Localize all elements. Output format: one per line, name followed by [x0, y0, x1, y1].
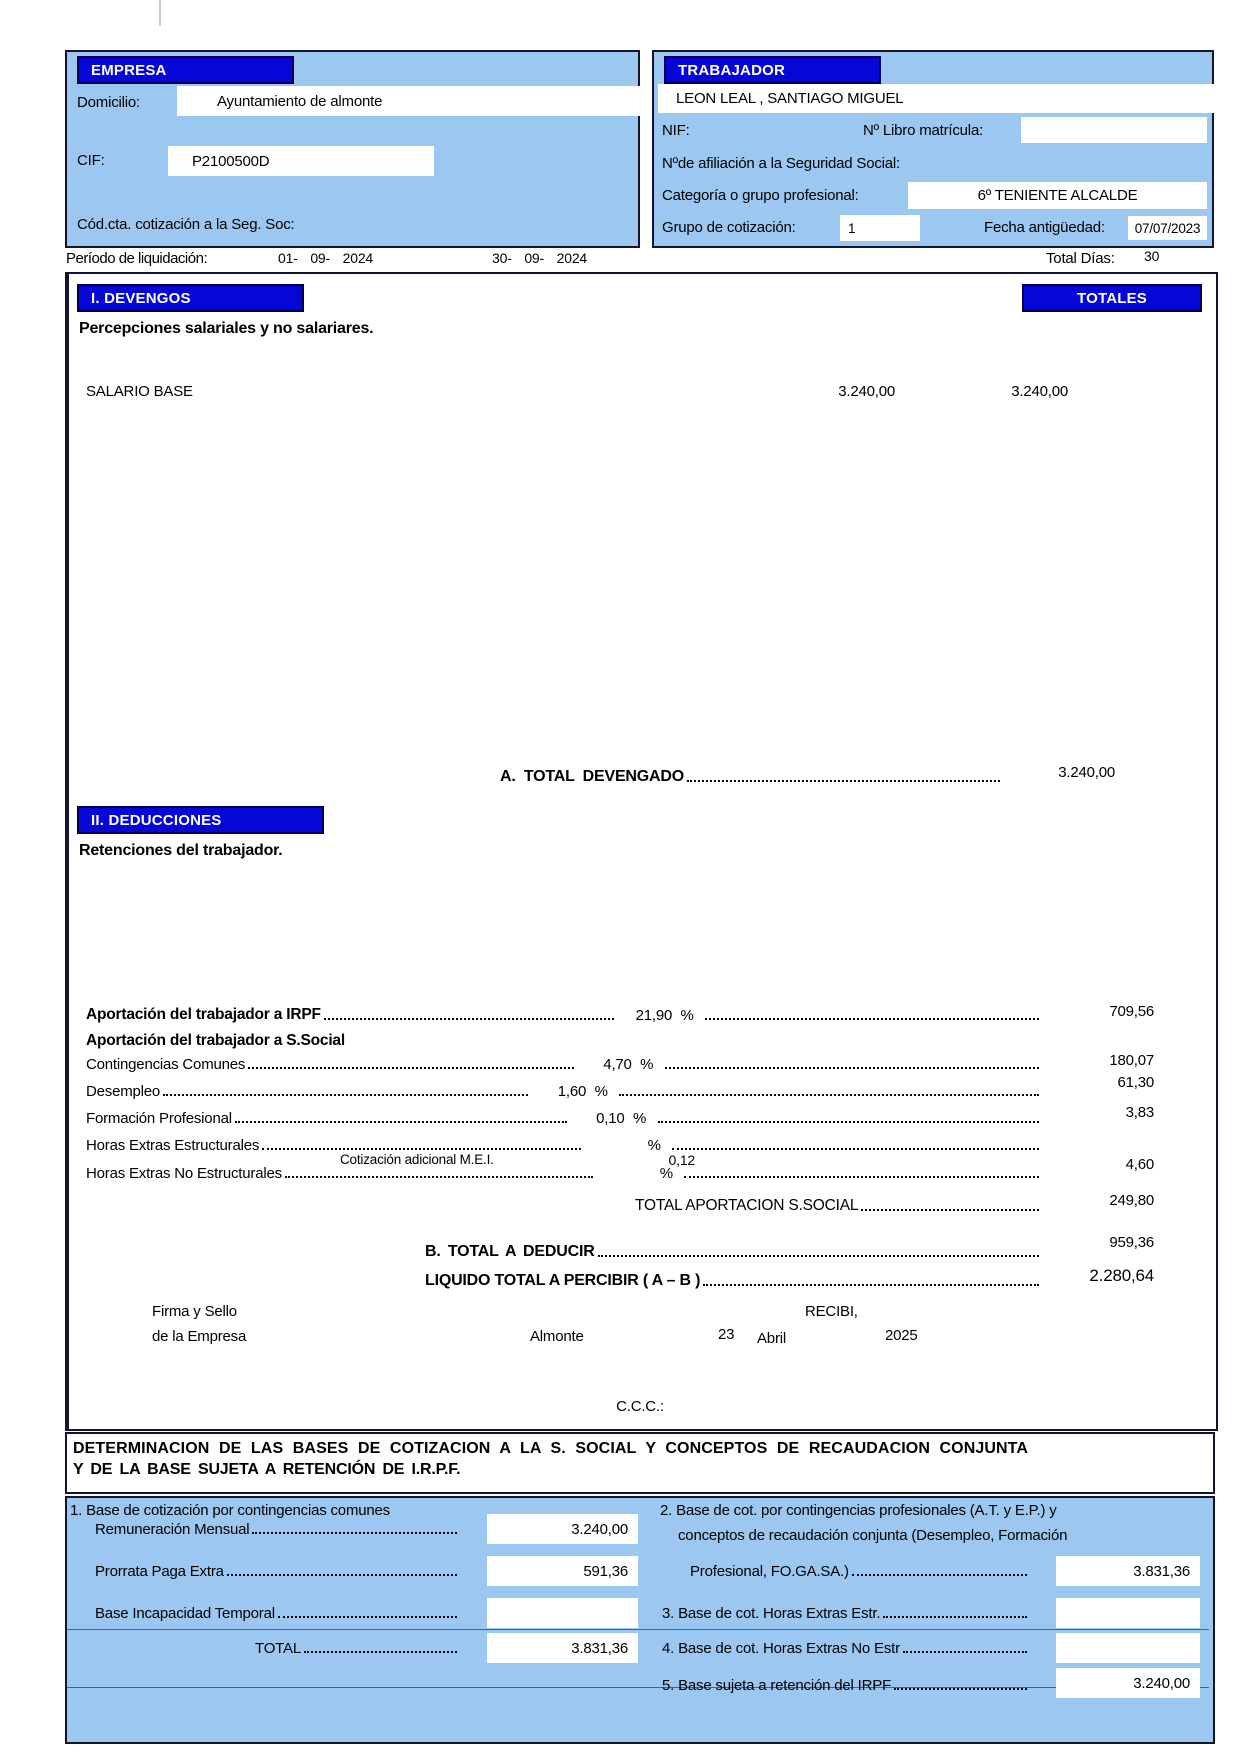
ss-subheader: Aportación del trabajador a S.Social [86, 1032, 345, 1049]
deduccion-importe: 3,83 [1125, 1104, 1154, 1121]
empresa-ccc-label: Cód.cta. cotización a la Seg. Soc: [77, 216, 295, 233]
deduccion-importe: 180,07 [1109, 1052, 1154, 1069]
dot-leader [619, 1093, 1039, 1096]
deduccion-row [86, 1052, 1154, 1073]
total-deducir-value: 959,36 [1109, 1234, 1154, 1251]
prorrata-row [95, 1563, 460, 1580]
dot-leader [278, 1615, 457, 1618]
dot-leader [705, 1017, 1039, 1020]
deduccion-row [86, 1104, 1154, 1127]
cif-value: P2100500D [192, 152, 270, 170]
firma-dia: 23 [718, 1326, 735, 1343]
deducciones-header-label: II. DEDUCCIONES [91, 811, 222, 829]
nombre-value: LEON LEAL , SANTIAGO MIGUEL [676, 90, 904, 107]
dot-leader [163, 1093, 528, 1096]
deduccion-label: Horas Extras Estructurales [86, 1137, 260, 1154]
dot-leader [665, 1066, 1039, 1069]
dot-leader [852, 1573, 1027, 1576]
dot-leader [883, 1615, 1027, 1618]
base3-row [662, 1605, 1030, 1622]
dot-leader [861, 1208, 1039, 1211]
deduccion-label: Contingencias Comunes [86, 1056, 246, 1073]
firma-anio: 2025 [885, 1327, 918, 1344]
total-ss-row [635, 1192, 1154, 1215]
irpf-importe: 709,56 [1109, 1003, 1154, 1020]
prorrata-field [487, 1556, 638, 1586]
domicilio-field [177, 86, 674, 116]
devengos-header-label: I. DEVENGOS [91, 289, 191, 307]
base2-value: 3.831,36 [1133, 1562, 1190, 1580]
periodo-hasta: 30- 09- 2024 [492, 250, 587, 266]
percent-sign: % [659, 1165, 673, 1182]
categoria-field [908, 182, 1207, 209]
dot-leader [248, 1066, 573, 1069]
deducciones-subtitle: Retenciones del trabajador. [79, 842, 283, 859]
base2-field [1056, 1556, 1200, 1586]
percent-sign: % [647, 1137, 661, 1154]
devengos-subtitle: Percepciones salariales y no salariares. [79, 320, 374, 337]
afiliacion-label: Nºde afiliación a la Seguridad Social: [662, 155, 901, 172]
firma-mes: Abril [757, 1330, 787, 1347]
dot-leader [262, 1147, 581, 1150]
antiguedad-field [1128, 216, 1207, 240]
base5-value: 3.240,00 [1133, 1674, 1190, 1692]
percent-sign: % [680, 1007, 694, 1024]
irpf-label: Aportación del trabajador a IRPF [86, 1006, 321, 1023]
firma-line1: Firma y Sello [152, 1303, 237, 1320]
percent-sign: % [640, 1056, 654, 1073]
mei-pct: 0,12 [668, 1152, 695, 1168]
base3-field [1056, 1598, 1200, 1628]
devengo-cantidad: 3.240,00 [838, 383, 895, 400]
bases-title-line1: DETERMINACION DE LAS BASES DE COTIZACION A LA S. SOCIAL Y CONCEPTOS DE RECAUDACION CONJUNTA [73, 1440, 1029, 1457]
prorrata-value: 591,36 [583, 1562, 628, 1580]
dot-leader [684, 1175, 1039, 1178]
incapacidad-field [487, 1598, 638, 1628]
periodo-label: Período de liquidación: [66, 250, 208, 267]
dot-leader [894, 1687, 1027, 1690]
totales-header-label: TOTALES [1076, 289, 1147, 307]
cif-field [168, 146, 434, 176]
libro-label: Nº Libro matrícula: [863, 122, 984, 139]
liquido-value: 2.280,64 [1089, 1266, 1154, 1285]
base1-title: 1. Base de cotización por contingencias comunes [70, 1502, 390, 1519]
bases-title-box [65, 1432, 1215, 1494]
base5-label: 5. Base sujeta a retención del IRPF [662, 1677, 891, 1694]
firma-line2: de la Empresa [152, 1328, 247, 1345]
empresa-header-label: EMPRESA [91, 61, 167, 79]
devengo-total: 3.240,00 [1011, 383, 1068, 400]
bases-total-row [255, 1640, 460, 1657]
dot-leader [324, 1017, 614, 1020]
bases-title-line2: Y DE LA BASE SUJETA A RETENCIÓN DE I.R.P.F. [73, 1461, 461, 1478]
total-deducir-row [425, 1234, 1154, 1261]
dot-leader [598, 1254, 1039, 1257]
dot-leader [687, 779, 1000, 782]
dot-leader [672, 1147, 1039, 1150]
dot-leader [304, 1650, 457, 1653]
deduccion-row [86, 1074, 1154, 1100]
bases-divider-2 [67, 1687, 1209, 1688]
base5-field [1056, 1668, 1200, 1698]
bases-total-field [487, 1633, 638, 1663]
liquido-label: LIQUIDO TOTAL A PERCIBIR ( A – B ) [425, 1272, 701, 1289]
page-artifact-line [159, 0, 161, 26]
dot-leader [658, 1120, 1039, 1123]
remuneracion-label: Remuneración Mensual [95, 1521, 250, 1538]
irpf-pct: 21,90 [635, 1007, 673, 1024]
cif-label: CIF: [77, 152, 105, 169]
percent-sign: % [632, 1110, 647, 1127]
incapacidad-label: Base Incapacidad Temporal [95, 1605, 275, 1622]
mei-importe: 4,60 [1125, 1156, 1154, 1173]
devengo-concepto: SALARIO BASE [86, 383, 193, 400]
deduccion-label: Desempleo [86, 1083, 161, 1100]
prorrata-label: Prorrata Paga Extra [95, 1563, 224, 1580]
total-devengado-row [500, 764, 1115, 786]
base4-field [1056, 1633, 1200, 1663]
categoria-label: Categoría o grupo profesional: [662, 187, 859, 204]
empresa-header [77, 56, 294, 84]
total-ss-label: TOTAL APORTACION S.SOCIAL [635, 1197, 859, 1214]
deduccion-label: Formación Profesional [86, 1110, 232, 1127]
antiguedad-label: Fecha antigüedad: [984, 219, 1105, 236]
trabajador-header-label: TRABAJADOR [678, 61, 785, 79]
deduccion-pct: 0,10 [596, 1110, 625, 1127]
deduccion-pct: 1,60 [557, 1083, 587, 1100]
bases-divider-1 [67, 1629, 1209, 1630]
periodo-desde: 01- 09- 2024 [278, 250, 373, 266]
base4-label: 4. Base de cot. Horas Extras No Estr [662, 1640, 900, 1657]
deducciones-header [77, 806, 324, 834]
dot-leader [285, 1175, 593, 1178]
trabajador-header [664, 56, 881, 84]
domicilio-label: Domicilio: [77, 94, 141, 111]
base3-label: 3. Base de cot. Horas Extras Estr. [662, 1605, 881, 1622]
totales-header [1022, 284, 1202, 312]
deduccion-label: Horas Extras No Estructurales [86, 1165, 282, 1182]
total-devengado-label: A. TOTAL DEVENGADO [500, 768, 684, 785]
devengos-header [77, 284, 304, 312]
total-dias-value: 30 [1144, 248, 1160, 264]
remuneracion-field [487, 1514, 638, 1544]
empresa-box [65, 50, 640, 248]
deduccion-pct: 4,70 [603, 1056, 632, 1073]
dot-leader [235, 1120, 567, 1123]
base2-line1: 2. Base de cot. por contingencias profesionales (A.T. y E.P.) y [660, 1502, 1057, 1519]
total-deducir-label: B. TOTAL A DEDUCIR [425, 1243, 595, 1260]
deduccion-importe: 61,30 [1117, 1074, 1154, 1091]
firma-lugar: Almonte [530, 1328, 584, 1345]
mei-label: Cotización adicional M.E.I. [340, 1152, 494, 1167]
base4-row [662, 1640, 1030, 1657]
total-devengado-value: 3.240,00 [1058, 764, 1115, 781]
irpf-row [86, 1003, 1154, 1024]
grupo-field [840, 215, 920, 241]
liquido-row [425, 1266, 1154, 1290]
antiguedad-value: 07/07/2023 [1134, 220, 1201, 236]
base2-label: Profesional, FO.GA.SA.) [690, 1563, 849, 1580]
base2-row [690, 1563, 1030, 1580]
base2-line2: conceptos de recaudación conjunta (Desempleo, Formación [678, 1527, 1068, 1544]
recibi-label: RECIBI, [805, 1303, 858, 1320]
grupo-label: Grupo de cotización: [662, 219, 796, 236]
percent-sign: % [594, 1083, 608, 1100]
ccc-label: C.C.C.: [616, 1398, 664, 1415]
dot-leader [252, 1531, 457, 1534]
dot-leader [703, 1283, 1039, 1286]
nombre-field [658, 84, 1225, 113]
bases-total-label: TOTAL [255, 1640, 301, 1657]
categoria-value: 6º TENIENTE ALCALDE [977, 187, 1138, 204]
libro-field [1021, 117, 1207, 143]
nif-label: NIF: [662, 122, 690, 139]
deduccion-row [86, 1137, 1154, 1154]
dot-leader [227, 1573, 457, 1576]
trabajador-box [652, 50, 1214, 248]
deduccion-row [86, 1165, 1154, 1182]
grupo-value: 1 [848, 220, 856, 236]
remuneracion-value: 3.240,00 [571, 1520, 628, 1538]
base5-row [662, 1677, 1030, 1694]
dot-leader [903, 1650, 1027, 1653]
domicilio-value: Ayuntamiento de almonte [217, 92, 383, 110]
total-dias-label: Total Días: [1046, 250, 1115, 267]
bases-total-value: 3.831,36 [571, 1639, 628, 1657]
total-ss-value: 249,80 [1109, 1192, 1154, 1209]
remuneracion-row [95, 1521, 460, 1538]
incapacidad-row [95, 1605, 460, 1622]
